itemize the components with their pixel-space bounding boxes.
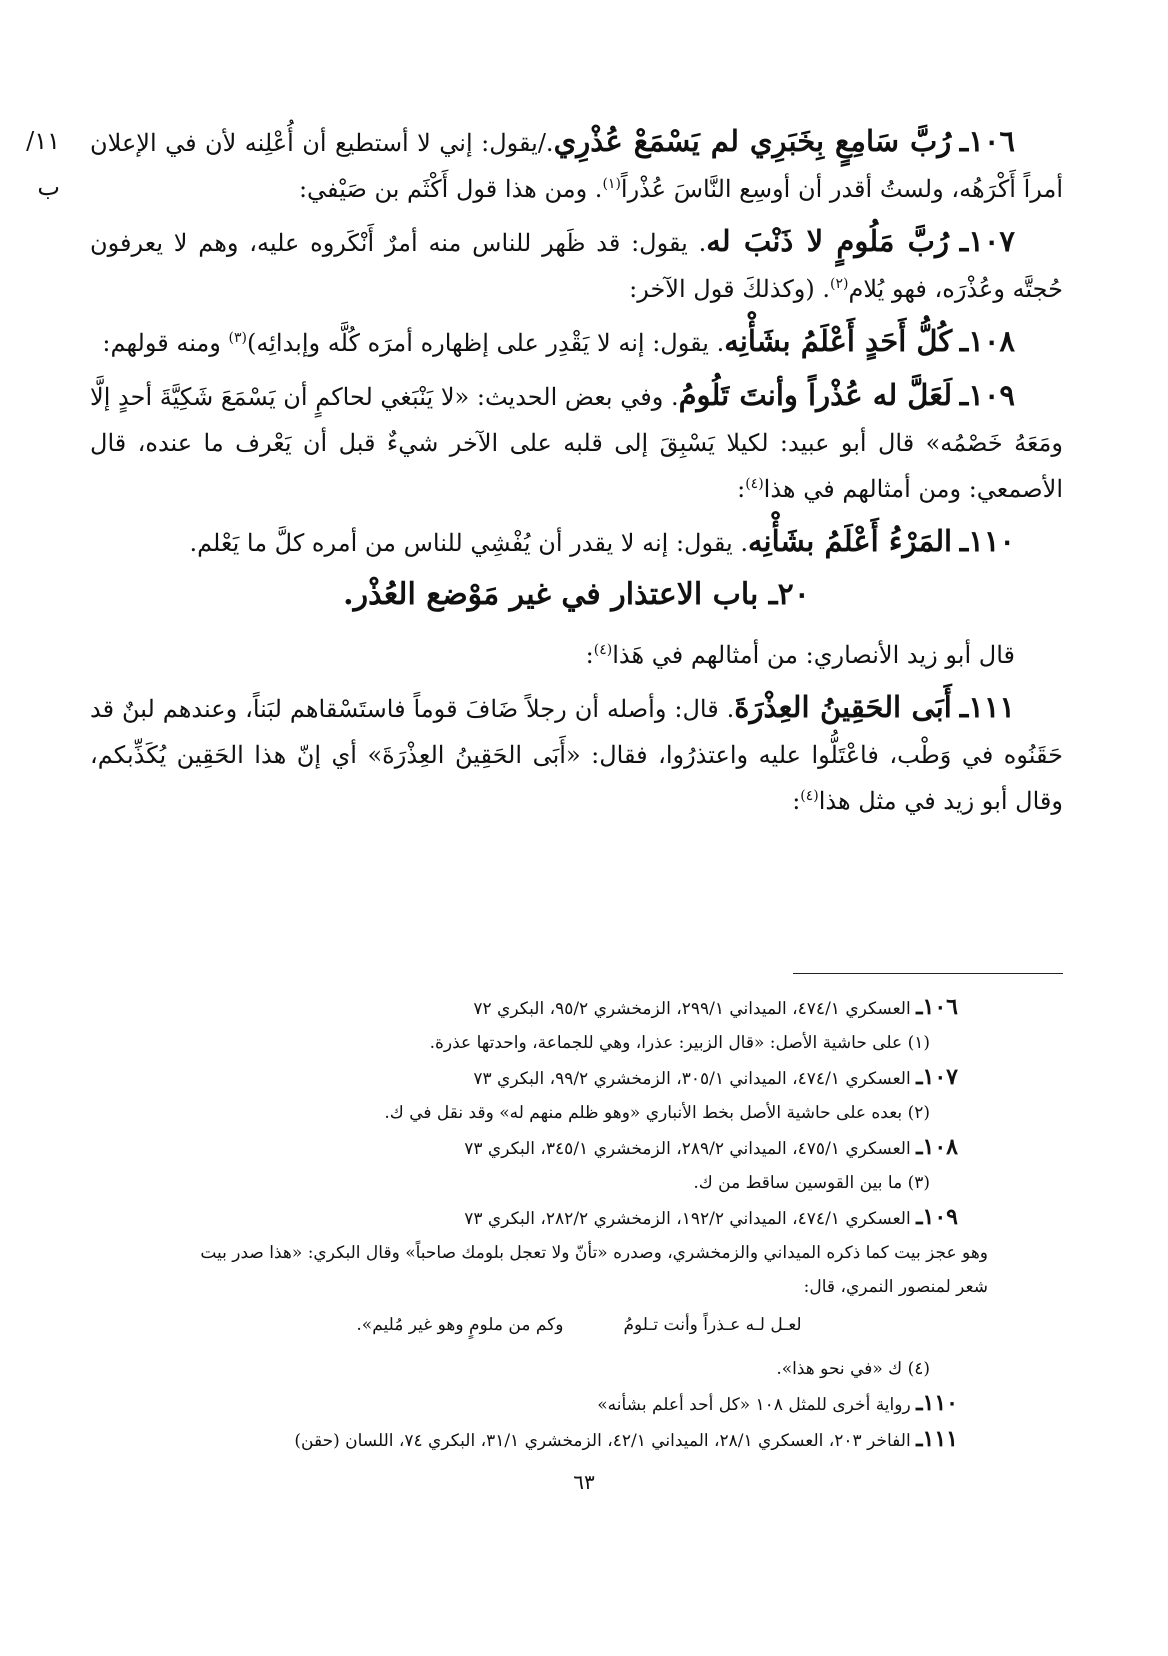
footnote-ref: (٣) — [228, 330, 247, 346]
footnote-source: ١٠٧ـ العسكري ٤٧٤/١، الميداني ٣٠٥/١، الزمخشري ٩٩/٢، البكري ٧٣ — [473, 1064, 958, 1090]
footnote-source: ١٠٨ـ العسكري ٤٧٥/١، الميداني ٢٨٩/٢، الزمخشري ٣٤٥/١، البكري ٧٣ — [464, 1134, 958, 1160]
verse-line — [200, 1304, 958, 1352]
footnote-source: ١٠٩ـ العسكري ٤٧٤/١، الميداني ١٩٢/٢، الزمخشري ٢٨٢/٢، البكري ٧٣ — [464, 1204, 958, 1230]
footnote-ref: (٤) — [745, 476, 764, 492]
proverb-entry-108: ١٠٨ـ كُلُّ أَحَدٍ أَعْلَمُ بشَأْنِه. يقول: إنه لا يَقْدِر على إظهاره أمرَه كُلَّه وإبدائِه)$^{(٣)}$ ومنه قولهم: — [102, 324, 1015, 358]
proverb-entry-109: ١٠٩ـ لَعَلَّ له عُذْراً وأنتَ تَلُومُ. وفي بعض الحديث: «لا يَنْبَغي لحاكمٍ أن يَسْمَعَ شَكِيَّةَ أحدٍ إلَّا ومَعَهُ خَصْمُه» قال أبو عبيد: لكيلا يَسْبِقَ إلى قلبه على الآخر شيءٌ قبل أن يَعْرف ما عنده، قال الأصمعي: ومن أمثالهم في هذا$^{(٤)}$: — [90, 378, 1063, 503]
proverb-entry-106: ١٠٦ـ رُبَّ سَامِعٍ بِخَبَرِي لم يَسْمَعْ عُذْرِي./يقول: إني لا أستطيع أن أُعْلِنه لأن في الإعلان أمراً أَكْرَهُه، ولستُ أقدر أن أوسِع النَّاسَ عُذْراً$^{(١)}$. ومن هذا قول أَكْثَم بن صَيْفي: — [90, 124, 1063, 203]
chapter-intro: قال أبو زيد الأنصاري: من أمثالهم في هَذا$^{(٤)}$: — [585, 641, 1015, 669]
proverb-entry-110: ١١٠ـ المَرْءُ أَعْلَمُ بشَأْنِه. يقول: إنه لا يقدر أن يُفْشِي للناس من أمره كلَّ ما يَعْلم. — [189, 524, 1015, 558]
margin-folio-note: ١١/ب — [26, 127, 60, 201]
footnote-ref: (٤) — [593, 642, 613, 658]
footnote-ref: (١) — [602, 176, 621, 192]
proverb-entry-111: ١١١ـ أَبَى الحَقِينُ العِذْرَةَ. قال: وأصله أن رجلاً ضَافَ قوماً فاستَسْقاهم لبَناً، وعندهم لبنٌ قد حَقَنُوه في وَطْب، فاعْتَلُّوا عليه واعتذرُوا، فقال: «أَبَى الحَقِينُ العِذْرَةَ» أي إنّ هذا الحَقِين يُكَذِّبكم، وقال أبو زيد في مثل هذا$^{(٤)}$: — [90, 690, 1064, 815]
footnote-note: وهو عجز بيت كما ذكره الميداني والزمخشري، وصدره «تأنّ ولا تعجل بلومك صاحباً» وقال البكري: «هذا صدر بيت شعر لمنصور النمري، قال: — [200, 1243, 988, 1297]
proverb-head: أَبَى الحَقِينُ العِذْرَةَ — [734, 690, 952, 724]
footnote-source: ١١٠ـ رواية أخرى للمثل ١٠٨ «كل أحد أعلم بشأنه» — [597, 1390, 958, 1416]
main-text — [90, 118, 1063, 830]
verse-second-half: وكم من ملومٍ وهو غير مُليم». — [356, 1315, 564, 1335]
proverb-head: كُلُّ أَحَدٍ أَعْلَمُ بشَأْنِه — [724, 324, 953, 358]
proverb-head: رُبَّ سَامِعٍ بِخَبَرِي لم يَسْمَعْ عُذْرِي — [553, 124, 952, 158]
footnote-source: ١١١ـ الفاخر ٢٠٣، العسكري ٢٨/١، الميداني ٤٢/١، الزمخشري ٣١/١، البكري ٧٤، اللسان (حقن) — [294, 1426, 958, 1452]
footnotes — [200, 990, 988, 1458]
footnote-ref: (٢) — [829, 276, 849, 292]
proverb-head: لَعَلَّ له عُذْراً وأنتَ تَلُومُ — [678, 378, 953, 412]
verse-first-half: لعـل لـه عـذراً وأنت تـلومُ — [623, 1315, 802, 1335]
footnote-note: (٣) ما بين القوسين ساقط من ك. — [693, 1173, 930, 1193]
footnote-ref: (٤) — [800, 788, 819, 804]
footnote-note: (١) على حاشية الأصل: «قال الزبير: عذرا، وهي للجماعة، واحدتها عذرة. — [429, 1033, 930, 1053]
footnote-source: ١٠٦ـ العسكري ٤٧٤/١، الميداني ٢٩٩/١، الزمخشري ٩٥/٢، البكري ٧٢ — [473, 994, 958, 1020]
chapter-heading: ٢٠ـ باب الاعتذار في غير مَوْضع العُذْر. — [343, 577, 810, 612]
page-number: ٦٣ — [573, 1470, 595, 1494]
footnote-note: (٢) بعده على حاشية الأصل بخط الأنباري «وهو ظلم منهم له» وقد نقل في ك. — [384, 1103, 930, 1123]
proverb-head: المَرْءُ أَعْلَمُ بشَأْنِه — [747, 524, 953, 558]
footnote-divider — [793, 973, 1063, 974]
proverb-entry-107: ١٠٧ـ رُبَّ مَلُومٍ لا ذَنْبَ له. يقول: قد ظَهر للناس منه أمرٌ أَنْكَروه عليه، وهم لا يعرفون حُجتَّه وعُذْرَه، فهو يُلام$^{(٢)}$. (وكذلكَ قول الآخر: — [90, 224, 1063, 303]
footnote-note: (٤) ك «في نحو هذا». — [776, 1359, 930, 1379]
proverb-head: رُبَّ مَلُومٍ لا ذَنْبَ له — [706, 224, 949, 258]
